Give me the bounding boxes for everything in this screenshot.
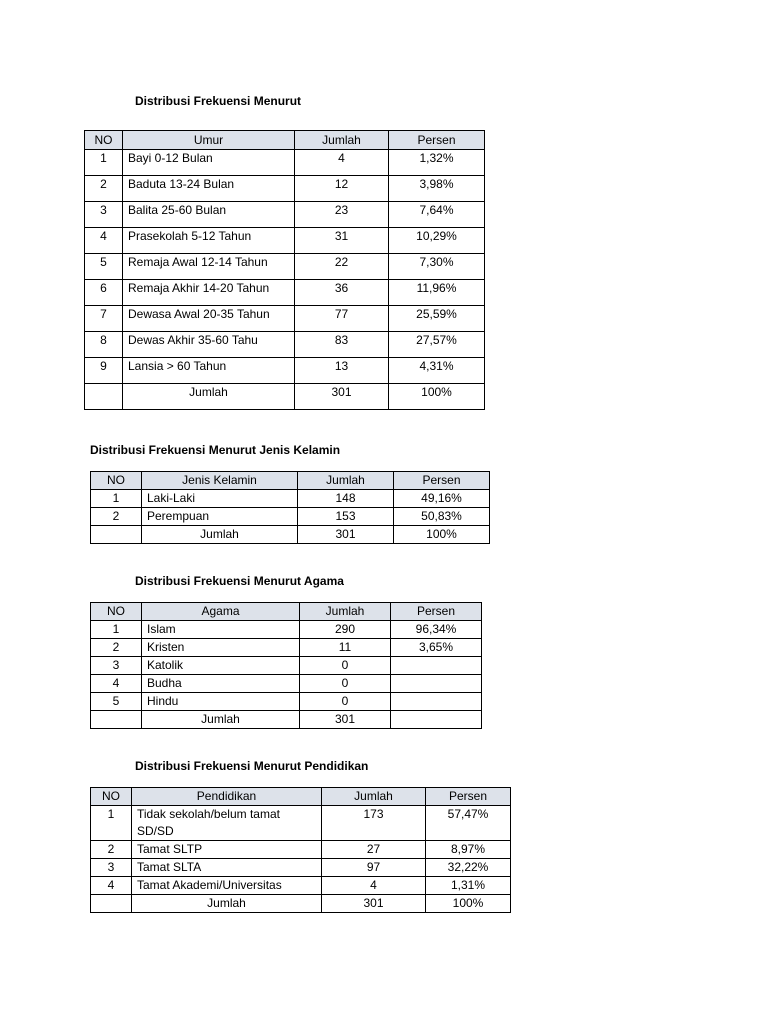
- cell-jumlah: 0: [300, 693, 391, 711]
- table-umur: [84, 130, 485, 410]
- cell-no: 2: [91, 841, 132, 859]
- title-jenis-kelamin: Distribusi Frekuensi Menurut Jenis Kelamin: [90, 443, 341, 457]
- cell-persen: 25,59%: [389, 306, 485, 332]
- cell-no: 1: [91, 621, 142, 639]
- cell-jumlah: 97: [322, 859, 426, 877]
- cell-no: 1: [85, 150, 123, 176]
- cell-total-label: Jumlah: [142, 711, 300, 729]
- cell-persen: [391, 693, 482, 711]
- header-persen: Persen: [394, 472, 490, 490]
- cell-no: [91, 711, 142, 729]
- cell-no: 2: [91, 508, 142, 526]
- cell-label: Tamat SLTA: [132, 859, 322, 877]
- cell-label: Perempuan: [142, 508, 298, 526]
- cell-label: Balita 25-60 Bulan: [123, 202, 295, 228]
- cell-total-label: Jumlah: [132, 895, 322, 913]
- table-row: [85, 280, 485, 306]
- header-no: NO: [91, 603, 142, 621]
- cell-jumlah: 77: [295, 306, 389, 332]
- cell-no: 9: [85, 358, 123, 384]
- cell-no: 1: [91, 806, 132, 841]
- header-agama: Agama: [142, 603, 300, 621]
- cell-label: Islam: [142, 621, 300, 639]
- table-pendidikan: [90, 787, 511, 913]
- cell-total-jumlah: 301: [298, 526, 394, 544]
- cell-label: Dewasa Awal 20-35 Tahun: [123, 306, 295, 332]
- table-row: [91, 639, 482, 657]
- cell-persen: 3,98%: [389, 176, 485, 202]
- cell-jumlah: 13: [295, 358, 389, 384]
- cell-jumlah: 0: [300, 675, 391, 693]
- cell-label: Dewas Akhir 35-60 Tahu: [123, 332, 295, 358]
- table-row: [91, 806, 511, 841]
- cell-no: [85, 384, 123, 410]
- table-header-row: [91, 603, 482, 621]
- header-jumlah: Jumlah: [322, 788, 426, 806]
- cell-jumlah: 36: [295, 280, 389, 306]
- cell-persen: 57,47%: [426, 806, 511, 841]
- header-persen: Persen: [391, 603, 482, 621]
- table-header-row: [85, 131, 485, 150]
- cell-label: Kristen: [142, 639, 300, 657]
- cell-total-jumlah: 301: [300, 711, 391, 729]
- table-row: [91, 490, 490, 508]
- cell-persen: 1,31%: [426, 877, 511, 895]
- cell-total-label: Jumlah: [142, 526, 298, 544]
- cell-label: Lansia > 60 Tahun: [123, 358, 295, 384]
- cell-persen: 7,30%: [389, 254, 485, 280]
- table-header-row: [91, 788, 511, 806]
- table-row: [91, 859, 511, 877]
- header-jenis-kelamin: Jenis Kelamin: [142, 472, 298, 490]
- cell-label: Bayi 0-12 Bulan: [123, 150, 295, 176]
- cell-no: 5: [85, 254, 123, 280]
- cell-no: 4: [85, 228, 123, 254]
- cell-no: 7: [85, 306, 123, 332]
- cell-no: 4: [91, 877, 132, 895]
- cell-persen: 27,57%: [389, 332, 485, 358]
- cell-no: 2: [91, 639, 142, 657]
- header-no: NO: [91, 472, 142, 490]
- table-row: [91, 621, 482, 639]
- cell-persen: 10,29%: [389, 228, 485, 254]
- cell-persen: 50,83%: [394, 508, 490, 526]
- title-agama: Distribusi Frekuensi Menurut Agama: [135, 574, 344, 588]
- table-row: [85, 202, 485, 228]
- cell-jumlah: 22: [295, 254, 389, 280]
- table-total-row: [91, 526, 490, 544]
- header-umur: Umur: [123, 131, 295, 150]
- cell-label: Prasekolah 5-12 Tahun: [123, 228, 295, 254]
- cell-persen: 4,31%: [389, 358, 485, 384]
- header-persen: Persen: [426, 788, 511, 806]
- cell-no: 2: [85, 176, 123, 202]
- cell-no: 8: [85, 332, 123, 358]
- cell-persen: 3,65%: [391, 639, 482, 657]
- cell-no: 3: [85, 202, 123, 228]
- cell-label: Remaja Akhir 14-20 Tahun: [123, 280, 295, 306]
- header-jumlah: Jumlah: [295, 131, 389, 150]
- cell-jumlah: 173: [322, 806, 426, 841]
- cell-jumlah: 4: [295, 150, 389, 176]
- cell-total-persen: 100%: [426, 895, 511, 913]
- table-row: [91, 877, 511, 895]
- table-row: [85, 228, 485, 254]
- cell-persen: 1,32%: [389, 150, 485, 176]
- table-header-row: [91, 472, 490, 490]
- table-row: [85, 332, 485, 358]
- table-row: [85, 254, 485, 280]
- cell-persen: 11,96%: [389, 280, 485, 306]
- title-umur: Distribusi Frekuensi Menurut: [135, 94, 302, 108]
- cell-persen: [391, 657, 482, 675]
- table-row: [91, 675, 482, 693]
- cell-total-persen: [391, 711, 482, 729]
- title-pendidikan: Distribusi Frekuensi Menurut Pendidikan: [135, 759, 369, 773]
- table-row: [85, 358, 485, 384]
- cell-jumlah: 11: [300, 639, 391, 657]
- table-row: [91, 657, 482, 675]
- cell-jumlah: 12: [295, 176, 389, 202]
- header-no: NO: [85, 131, 123, 150]
- cell-total-jumlah: 301: [322, 895, 426, 913]
- cell-jumlah: 148: [298, 490, 394, 508]
- cell-total-persen: 100%: [394, 526, 490, 544]
- header-jumlah: Jumlah: [298, 472, 394, 490]
- table-row: [85, 306, 485, 332]
- cell-no: 3: [91, 859, 132, 877]
- cell-label: Katolik: [142, 657, 300, 675]
- table-row: [91, 693, 482, 711]
- table-agama: [90, 602, 482, 729]
- cell-no: [91, 895, 132, 913]
- cell-label: Tamat Akademi/Universitas: [132, 877, 322, 895]
- cell-persen: 96,34%: [391, 621, 482, 639]
- cell-no: 6: [85, 280, 123, 306]
- table-row: [91, 841, 511, 859]
- cell-persen: 8,97%: [426, 841, 511, 859]
- header-pendidikan: Pendidikan: [132, 788, 322, 806]
- header-no: NO: [91, 788, 132, 806]
- cell-no: 4: [91, 675, 142, 693]
- cell-jumlah: 4: [322, 877, 426, 895]
- cell-label: Laki-Laki: [142, 490, 298, 508]
- cell-no: [91, 526, 142, 544]
- cell-jumlah: 23: [295, 202, 389, 228]
- table-total-row: [91, 711, 482, 729]
- header-jumlah: Jumlah: [300, 603, 391, 621]
- table-row: [85, 176, 485, 202]
- cell-jumlah: 27: [322, 841, 426, 859]
- cell-jumlah: 31: [295, 228, 389, 254]
- cell-label: Hindu: [142, 693, 300, 711]
- cell-no: 5: [91, 693, 142, 711]
- header-persen: Persen: [389, 131, 485, 150]
- table-row: [85, 150, 485, 176]
- cell-total-persen: 100%: [389, 384, 485, 410]
- cell-total-jumlah: 301: [295, 384, 389, 410]
- table-row: [91, 508, 490, 526]
- table-total-row: [85, 384, 485, 410]
- cell-label: Budha: [142, 675, 300, 693]
- cell-label: Remaja Awal 12-14 Tahun: [123, 254, 295, 280]
- cell-no: 3: [91, 657, 142, 675]
- table-total-row: [91, 895, 511, 913]
- cell-jumlah: 290: [300, 621, 391, 639]
- cell-label: Baduta 13-24 Bulan: [123, 176, 295, 202]
- cell-label: Tidak sekolah/belum tamat SD/SD: [132, 806, 322, 841]
- table-jenis-kelamin: [90, 471, 490, 544]
- cell-label: Tamat SLTP: [132, 841, 322, 859]
- cell-persen: [391, 675, 482, 693]
- cell-total-label: Jumlah: [123, 384, 295, 410]
- cell-persen: 7,64%: [389, 202, 485, 228]
- cell-jumlah: 83: [295, 332, 389, 358]
- cell-persen: 32,22%: [426, 859, 511, 877]
- cell-no: 1: [91, 490, 142, 508]
- cell-jumlah: 153: [298, 508, 394, 526]
- cell-jumlah: 0: [300, 657, 391, 675]
- cell-persen: 49,16%: [394, 490, 490, 508]
